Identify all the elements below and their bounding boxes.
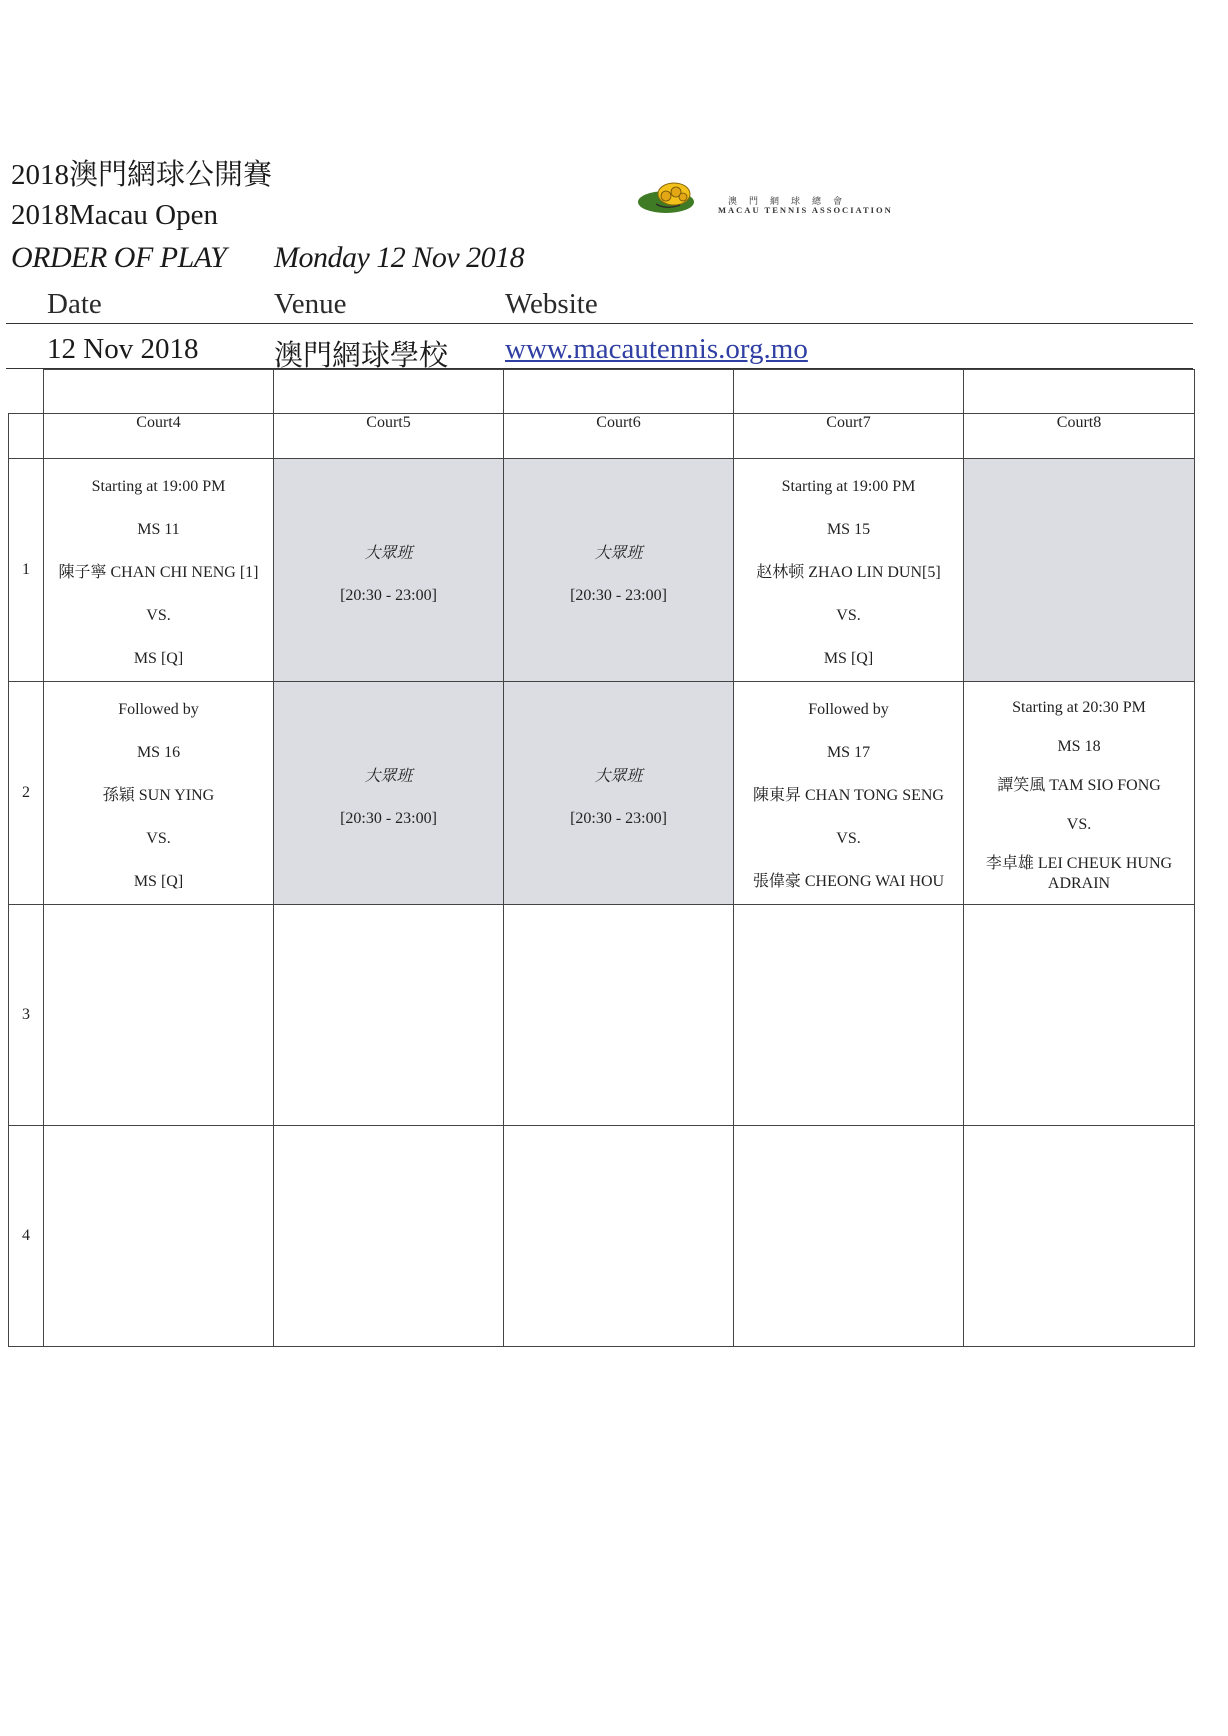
court-header-row <box>9 414 1195 459</box>
divider-line <box>6 323 1193 324</box>
title-chinese: 2018澳門網球公開賽 <box>11 159 273 191</box>
empty-cell <box>504 1126 734 1347</box>
title-english: 2018Macau Open <box>11 199 218 231</box>
blank-cell <box>504 370 734 414</box>
tennis-association-logo-icon <box>636 180 698 216</box>
court-header: Court7 <box>734 414 964 459</box>
empty-cell <box>504 905 734 1126</box>
event-name: 大眾班 <box>594 544 643 562</box>
event-name: 大眾班 <box>594 767 643 785</box>
match-code: MS 16 <box>136 743 181 761</box>
match-code: MS 15 <box>826 520 871 538</box>
blank-cell <box>44 370 274 414</box>
event-time: [20:30 - 23:00] <box>570 809 667 827</box>
court-header: Court8 <box>964 414 1195 459</box>
event-time: [20:30 - 23:00] <box>570 586 667 604</box>
row-number: 3 <box>9 905 44 1126</box>
empty-cell <box>964 905 1195 1126</box>
logo-name-english: MACAU TENNIS ASSOCIATION <box>718 205 893 215</box>
event-name: 大眾班 <box>364 767 413 785</box>
empty-cell <box>964 1126 1195 1347</box>
blank-row <box>9 370 1195 414</box>
match-cell <box>734 682 964 905</box>
blank-cell <box>964 370 1195 414</box>
court-header: Court4 <box>44 414 274 459</box>
empty-cell <box>44 905 274 1126</box>
date-value: 12 Nov 2018 <box>47 333 199 365</box>
venue-value: 澳門網球學校 <box>274 340 449 372</box>
logo-name-chinese: 澳門網球總會 <box>728 196 855 206</box>
match-cell <box>964 682 1195 905</box>
match-cell <box>44 682 274 905</box>
schedule-row <box>9 459 1195 682</box>
event-cell <box>504 459 734 682</box>
player-two: 張偉豪 CHEONG WAI HOU <box>752 873 945 891</box>
event-cell <box>504 682 734 905</box>
play-day: Monday 12 Nov 2018 <box>274 241 525 274</box>
event-cell <box>274 459 504 682</box>
match-code: MS 11 <box>137 520 180 538</box>
venue-label: Venue <box>274 288 347 320</box>
court-header: Court6 <box>504 414 734 459</box>
schedule-row <box>9 1126 1195 1347</box>
player-two: MS [Q] <box>133 873 184 891</box>
versus: VS. <box>836 830 861 848</box>
date-label: Date <box>47 288 102 320</box>
start-time: Followed by <box>808 700 889 718</box>
match-cell <box>44 459 274 682</box>
row-number: 1 <box>9 459 44 682</box>
versus: VS. <box>146 830 171 848</box>
match-code: MS 18 <box>1057 737 1101 755</box>
start-time: Starting at 19:00 PM <box>781 477 916 495</box>
schedule-table <box>8 369 1195 1347</box>
event-name: 大眾班 <box>364 544 413 562</box>
website-link[interactable]: www.macautennis.org.mo <box>505 333 808 365</box>
empty-cell <box>734 905 964 1126</box>
empty-cell <box>734 1126 964 1347</box>
court-header: Court5 <box>274 414 504 459</box>
empty-cell <box>274 905 504 1126</box>
match-code: MS 17 <box>826 743 871 761</box>
player-two: 李卓雄 LEI CHEUK HUNG ADRAIN <box>985 855 1173 893</box>
website-label: Website <box>505 288 598 320</box>
player-two: MS [Q] <box>133 650 184 668</box>
blank-corner <box>9 370 44 414</box>
event-cell <box>274 682 504 905</box>
match-cell <box>734 459 964 682</box>
schedule-row <box>9 905 1195 1126</box>
blank-cell <box>734 370 964 414</box>
start-time: Starting at 20:30 PM <box>1012 698 1146 716</box>
schedule-row <box>9 682 1195 905</box>
player-one: 赵林顿 ZHAO LIN DUN[5] <box>756 563 941 581</box>
corner-cell <box>9 414 44 459</box>
event-time: [20:30 - 23:00] <box>340 586 437 604</box>
empty-cell <box>44 1126 274 1347</box>
versus: VS. <box>836 607 861 625</box>
row-number: 4 <box>9 1126 44 1347</box>
versus: VS. <box>1066 816 1092 834</box>
versus: VS. <box>146 607 171 625</box>
player-one: 孫穎 SUN YING <box>102 786 215 804</box>
player-two: MS [Q] <box>823 650 874 668</box>
player-one: 陳子寧 CHAN CHI NENG [1] <box>58 563 259 581</box>
empty-cell <box>274 1126 504 1347</box>
start-time: Starting at 19:00 PM <box>91 477 226 495</box>
blank-cell <box>274 370 504 414</box>
event-time: [20:30 - 23:00] <box>340 809 437 827</box>
empty-shaded-cell <box>964 459 1195 682</box>
start-time: Followed by <box>118 700 199 718</box>
order-of-play-heading: ORDER OF PLAY <box>11 241 227 274</box>
player-one: 譚笑風 TAM SIO FONG <box>997 776 1161 794</box>
row-number: 2 <box>9 682 44 905</box>
player-one: 陳東昇 CHAN TONG SENG <box>753 786 944 804</box>
